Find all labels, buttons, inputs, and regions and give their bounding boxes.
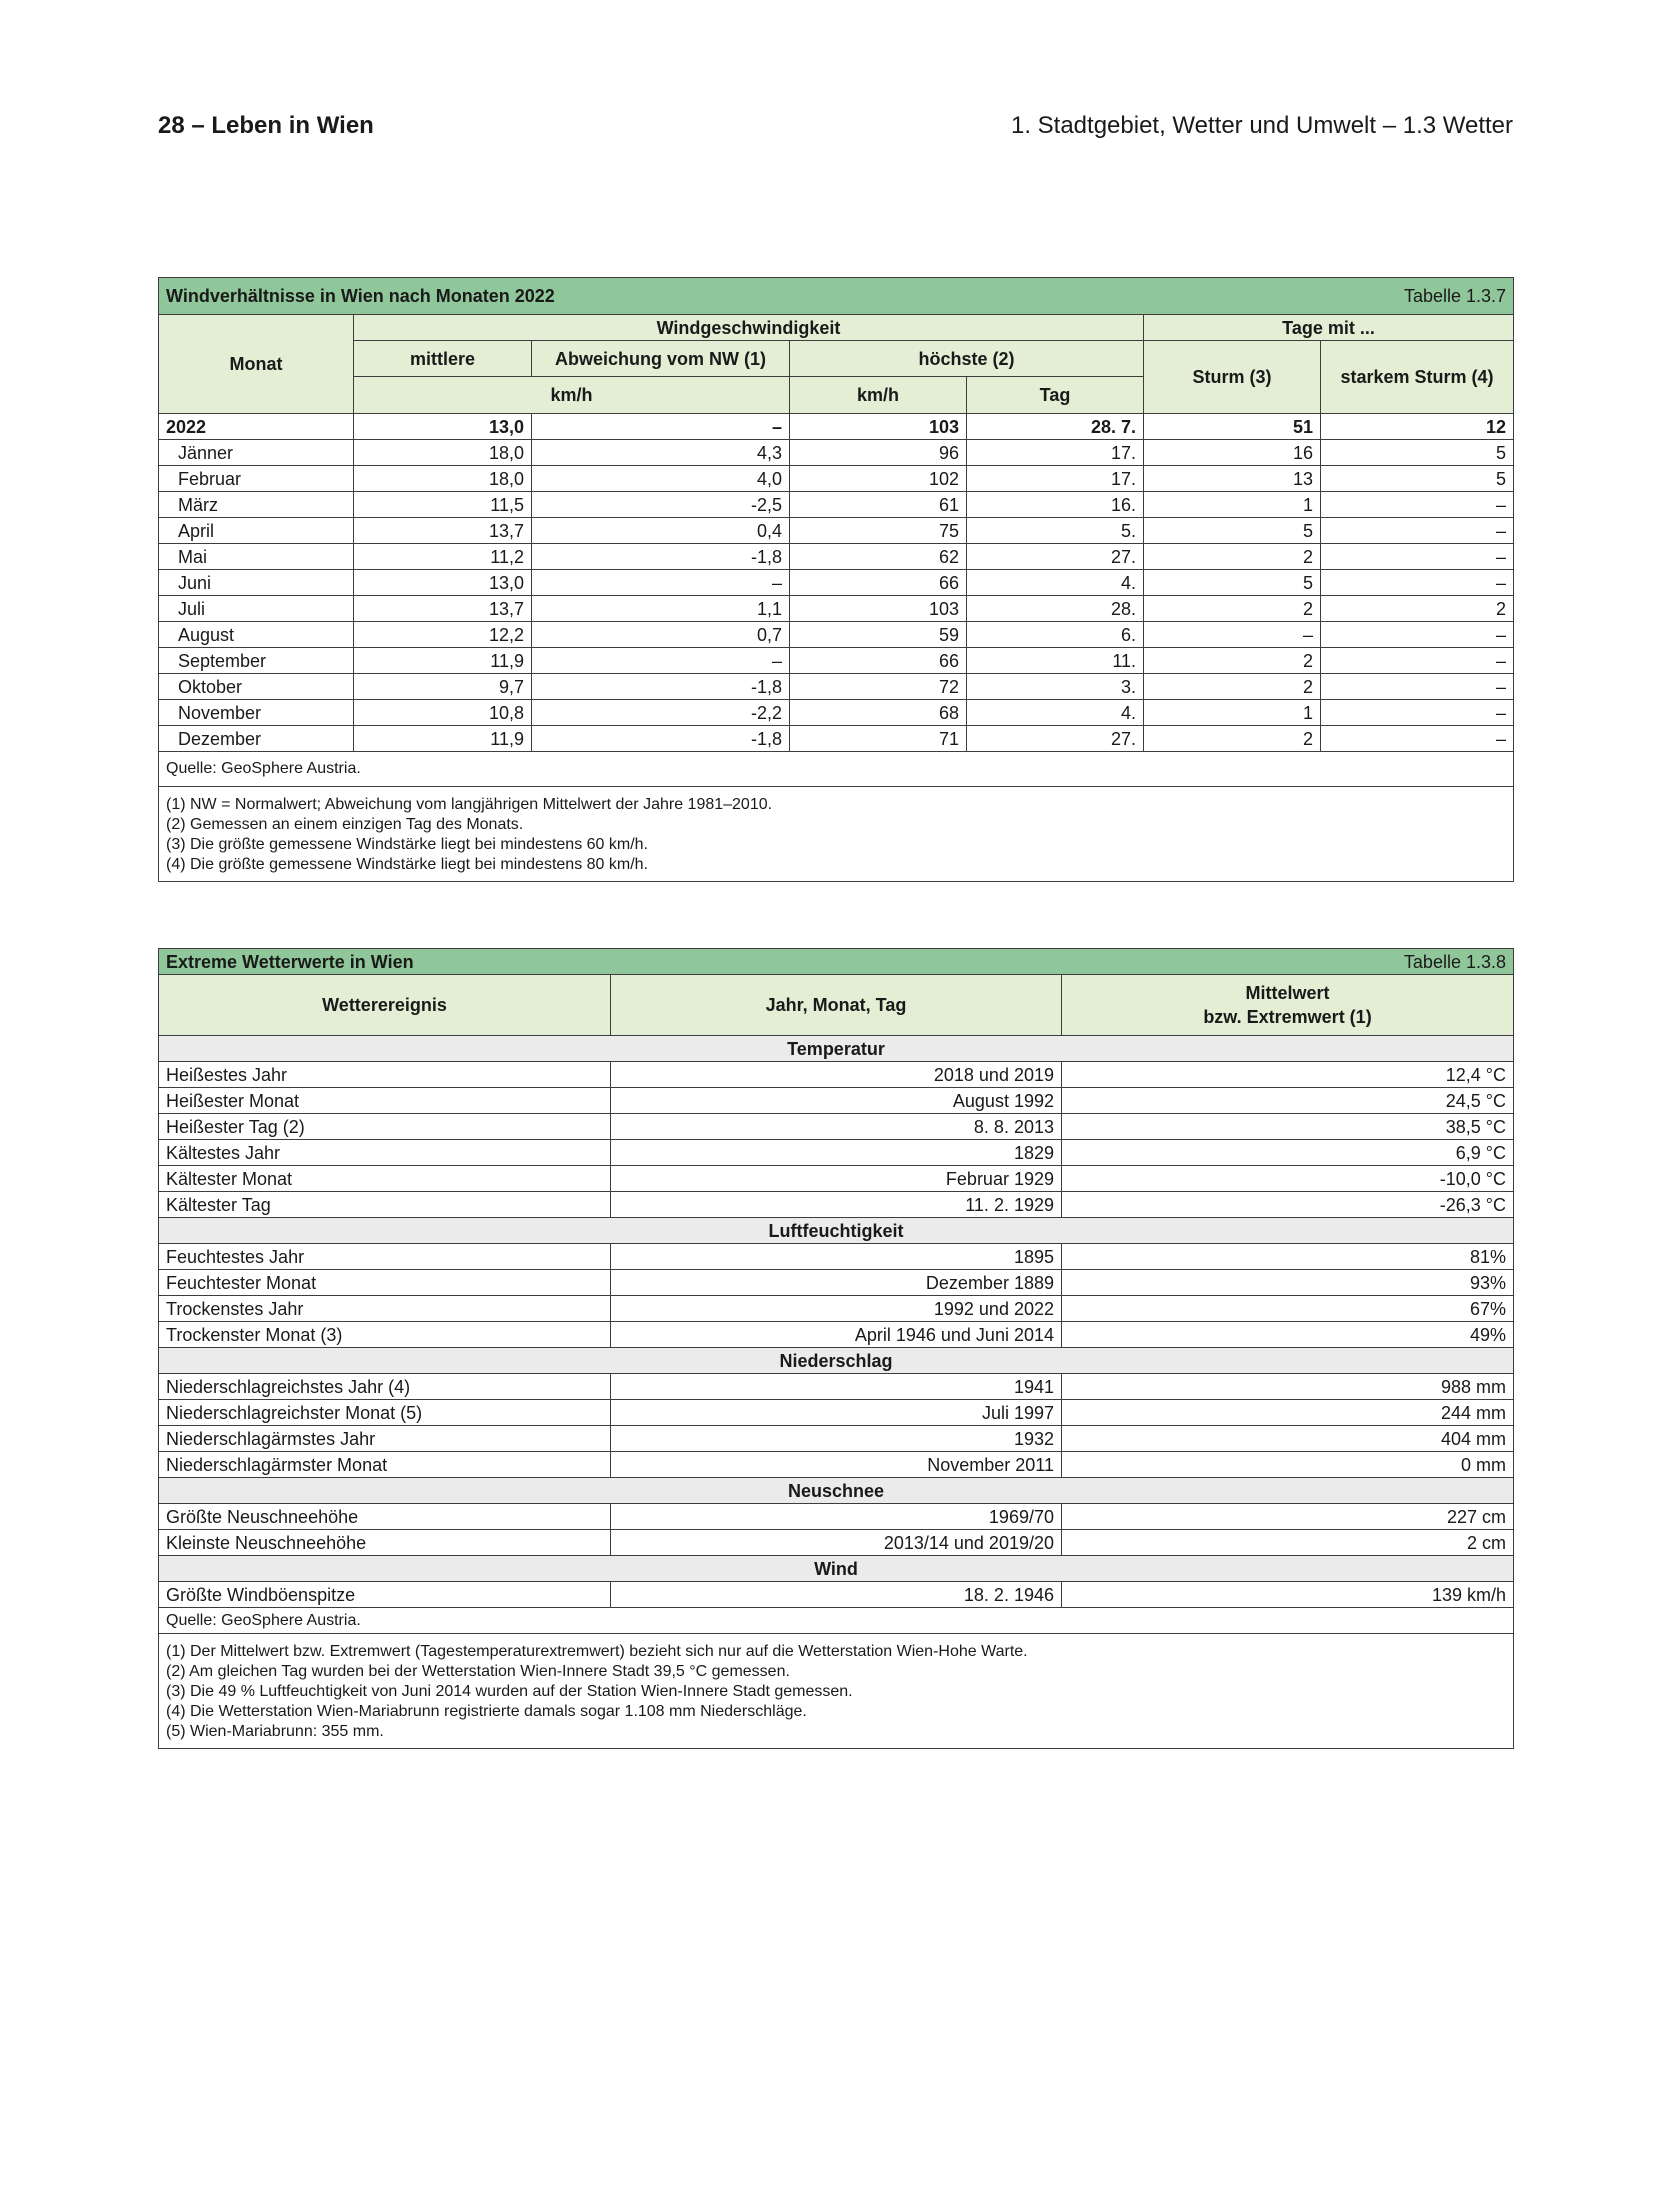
table-cell: 72 [790, 674, 967, 700]
table-cell: – [532, 414, 790, 440]
table-cell: 28. 7. [967, 414, 1144, 440]
event-label: Kleinste Neuschneehöhe [159, 1530, 611, 1556]
table-cell: 13,0 [354, 414, 532, 440]
table-row [159, 1192, 1514, 1218]
table-cell: – [1321, 570, 1514, 596]
table-cell: 4,0 [532, 466, 790, 492]
section-header: Neuschnee [159, 1478, 1514, 1504]
col-starkem-sturm: starkem Sturm (4) [1321, 341, 1514, 414]
table-cell: 4. [967, 570, 1144, 596]
extreme-table-notes [159, 1634, 1514, 1749]
month-row [159, 440, 1514, 466]
col-tag: Tag [967, 377, 1144, 414]
footnote: (3) Die größte gemessene Windstärke liegt bei mindestens 60 km/h. [166, 836, 648, 853]
col-hoechste: höchste (2) [790, 341, 1144, 377]
table-cell: 2 [1144, 596, 1321, 622]
event-label: Feuchtestes Jahr [159, 1244, 611, 1270]
table-row [159, 1400, 1514, 1426]
event-date: Dezember 1889 [611, 1270, 1062, 1296]
table-cell: 28. [967, 596, 1144, 622]
section-header: Luftfeuchtigkeit [159, 1218, 1514, 1244]
footnote: (4) Die Wetterstation Wien-Mariabrunn registrierte damals sogar 1.108 mm Niederschläge. [166, 1703, 807, 1720]
table-cell: -1,8 [532, 544, 790, 570]
event-value: 244 mm [1062, 1400, 1514, 1426]
section-header-row [159, 1218, 1514, 1244]
table-cell: 10,8 [354, 700, 532, 726]
col-wert [1062, 975, 1514, 1036]
table-cell: – [532, 648, 790, 674]
event-value: 93% [1062, 1270, 1514, 1296]
event-label: Heißester Monat [159, 1088, 611, 1114]
month-row [159, 622, 1514, 648]
extreme-table-number: Tabelle 1.3.8 [1062, 949, 1514, 975]
table-cell: 68 [790, 700, 967, 726]
table-cell: 0,7 [532, 622, 790, 648]
table-row [159, 1270, 1514, 1296]
table-row [159, 1322, 1514, 1348]
table-cell: 71 [790, 726, 967, 752]
footnote: (3) Die 49 % Luftfeuchtigkeit von Juni 2014 wurden auf der Station Wien-Innere Stadt gemessen. [166, 1683, 853, 1700]
footnote: (2) Am gleichen Tag wurden bei der Wetterstation Wien-Innere Stadt 39,5 °C gemessen. [166, 1663, 790, 1680]
table-cell: 12,2 [354, 622, 532, 648]
table-cell: – [1144, 622, 1321, 648]
table-cell: 3. [967, 674, 1144, 700]
table-cell: 1,1 [532, 596, 790, 622]
table-cell: 11,9 [354, 648, 532, 674]
table-row [159, 1426, 1514, 1452]
event-value: 139 km/h [1062, 1582, 1514, 1608]
event-date: 18. 2. 1946 [611, 1582, 1062, 1608]
table-cell: 51 [1144, 414, 1321, 440]
table-cell: 11,2 [354, 544, 532, 570]
month-row [159, 700, 1514, 726]
event-value: 2 cm [1062, 1530, 1514, 1556]
table-cell: 66 [790, 570, 967, 596]
month-label: März [159, 492, 354, 518]
event-label: Größte Neuschneehöhe [159, 1504, 611, 1530]
event-value: 49% [1062, 1322, 1514, 1348]
col-unit-kmh-max: km/h [790, 377, 967, 414]
event-date: August 1992 [611, 1088, 1062, 1114]
event-date: 11. 2. 1929 [611, 1192, 1062, 1218]
month-label: Februar [159, 466, 354, 492]
table-cell: 18,0 [354, 466, 532, 492]
event-date: 2018 und 2019 [611, 1062, 1062, 1088]
page-header-left: 28 – Leben in Wien [158, 112, 374, 139]
table-cell: 103 [790, 596, 967, 622]
table-row [159, 1452, 1514, 1478]
table-cell: 17. [967, 440, 1144, 466]
table-cell: 102 [790, 466, 967, 492]
table-row [159, 1296, 1514, 1322]
month-label: Juli [159, 596, 354, 622]
event-value: 227 cm [1062, 1504, 1514, 1530]
table-cell: 5 [1144, 518, 1321, 544]
total-row [159, 414, 1514, 440]
month-row [159, 466, 1514, 492]
month-label: November [159, 700, 354, 726]
month-label: September [159, 648, 354, 674]
event-value: -10,0 °C [1062, 1166, 1514, 1192]
event-date: Juli 1997 [611, 1400, 1062, 1426]
section-header: Wind [159, 1556, 1514, 1582]
event-value: 12,4 °C [1062, 1062, 1514, 1088]
table-cell: 0,4 [532, 518, 790, 544]
col-sturm: Sturm (3) [1144, 341, 1321, 414]
wind-table-source: Quelle: GeoSphere Austria. [159, 752, 1514, 787]
table-cell: 12 [1321, 414, 1514, 440]
col-wert-line1: Mittelwert [1245, 983, 1330, 1003]
event-date: Februar 1929 [611, 1166, 1062, 1192]
month-row [159, 570, 1514, 596]
table-cell: 103 [790, 414, 967, 440]
event-value: 0 mm [1062, 1452, 1514, 1478]
event-date: November 2011 [611, 1452, 1062, 1478]
table-cell: 9,7 [354, 674, 532, 700]
col-unit-kmh: km/h [354, 377, 790, 414]
event-date: 1895 [611, 1244, 1062, 1270]
table-cell: -1,8 [532, 726, 790, 752]
table-cell: 13 [1144, 466, 1321, 492]
section-header: Niederschlag [159, 1348, 1514, 1374]
event-date: 2013/14 und 2019/20 [611, 1530, 1062, 1556]
month-label: Oktober [159, 674, 354, 700]
table-cell: 1 [1144, 492, 1321, 518]
table-cell: 1 [1144, 700, 1321, 726]
event-label: Niederschlagärmster Monat [159, 1452, 611, 1478]
table-cell: – [532, 570, 790, 596]
table-cell: – [1321, 492, 1514, 518]
col-wert-line2: bzw. Extremwert (1) [1203, 1007, 1372, 1027]
wind-table-title-row [159, 278, 1514, 315]
event-value: -26,3 °C [1062, 1192, 1514, 1218]
wind-table [158, 277, 1514, 882]
event-label: Trockenstes Jahr [159, 1296, 611, 1322]
col-tage-mit: Tage mit ... [1144, 315, 1514, 341]
month-row [159, 596, 1514, 622]
month-row [159, 544, 1514, 570]
table-row [159, 1530, 1514, 1556]
footnote: (2) Gemessen an einem einzigen Tag des Monats. [166, 816, 524, 833]
month-label: Juni [159, 570, 354, 596]
extreme-table-body [159, 1036, 1514, 1608]
event-date: 1941 [611, 1374, 1062, 1400]
section-header-row [159, 1556, 1514, 1582]
event-label: Trockenster Monat (3) [159, 1322, 611, 1348]
section-header-row [159, 1036, 1514, 1062]
table-cell: 5 [1144, 570, 1321, 596]
event-value: 24,5 °C [1062, 1088, 1514, 1114]
table-cell: 6. [967, 622, 1144, 648]
table-row [159, 1244, 1514, 1270]
event-label: Größte Windböenspitze [159, 1582, 611, 1608]
month-label: 2022 [159, 414, 354, 440]
table-cell: 11. [967, 648, 1144, 674]
table-cell: 13,7 [354, 518, 532, 544]
col-abweichung: Abweichung vom NW (1) [532, 341, 790, 377]
wind-table-title: Windverhältnisse in Wien nach Monaten 2022 [159, 278, 1144, 315]
footnote: (1) NW = Normalwert; Abweichung vom langjährigen Mittelwert der Jahre 1981–2010. [166, 796, 773, 813]
table-cell: – [1321, 648, 1514, 674]
section-header: Temperatur [159, 1036, 1514, 1062]
table-cell: 5 [1321, 466, 1514, 492]
month-label: Dezember [159, 726, 354, 752]
table-cell: 61 [790, 492, 967, 518]
table-cell: 13,7 [354, 596, 532, 622]
table-row [159, 1062, 1514, 1088]
table-cell: 4. [967, 700, 1144, 726]
table-cell: 27. [967, 726, 1144, 752]
table-cell: -1,8 [532, 674, 790, 700]
extreme-table-title: Extreme Wetterwerte in Wien [159, 949, 1062, 975]
col-mittlere: mittlere [354, 341, 532, 377]
table-row [159, 1582, 1514, 1608]
table-cell: 11,9 [354, 726, 532, 752]
col-datum: Jahr, Monat, Tag [611, 975, 1062, 1036]
table-row [159, 1504, 1514, 1530]
table-cell: 4,3 [532, 440, 790, 466]
wind-table-notes [159, 787, 1514, 882]
table-cell: – [1321, 726, 1514, 752]
table-cell: 16 [1144, 440, 1321, 466]
col-ereignis: Wetterereignis [159, 975, 611, 1036]
table-cell: – [1321, 544, 1514, 570]
month-row [159, 492, 1514, 518]
event-value: 404 mm [1062, 1426, 1514, 1452]
month-label: Jänner [159, 440, 354, 466]
table-cell: 2 [1144, 544, 1321, 570]
month-row [159, 518, 1514, 544]
table-cell: 2 [1321, 596, 1514, 622]
table-cell: 5. [967, 518, 1144, 544]
event-label: Kältestes Jahr [159, 1140, 611, 1166]
table-cell: – [1321, 622, 1514, 648]
table-row [159, 1166, 1514, 1192]
month-row [159, 726, 1514, 752]
event-label: Heißester Tag (2) [159, 1114, 611, 1140]
month-label: Mai [159, 544, 354, 570]
event-value: 81% [1062, 1244, 1514, 1270]
table-row [159, 1114, 1514, 1140]
table-cell: 2 [1144, 726, 1321, 752]
event-date: 1932 [611, 1426, 1062, 1452]
event-label: Kältester Monat [159, 1166, 611, 1192]
table-cell: 5 [1321, 440, 1514, 466]
event-label: Niederschlagreichster Monat (5) [159, 1400, 611, 1426]
event-value: 67% [1062, 1296, 1514, 1322]
month-row [159, 648, 1514, 674]
extreme-table-title-row [159, 949, 1514, 975]
event-value: 988 mm [1062, 1374, 1514, 1400]
table-cell: 27. [967, 544, 1144, 570]
table-cell: – [1321, 518, 1514, 544]
section-header-row [159, 1478, 1514, 1504]
footnote: (5) Wien-Mariabrunn: 355 mm. [166, 1723, 384, 1740]
event-label: Heißestes Jahr [159, 1062, 611, 1088]
table-row [159, 1088, 1514, 1114]
extreme-weather-table [158, 948, 1514, 1749]
footnote: (4) Die größte gemessene Windstärke liegt bei mindestens 80 km/h. [166, 856, 648, 873]
wind-table-body [159, 414, 1514, 752]
table-cell: 75 [790, 518, 967, 544]
table-cell: 96 [790, 440, 967, 466]
event-label: Kältester Tag [159, 1192, 611, 1218]
table-row [159, 1374, 1514, 1400]
col-monat: Monat [159, 315, 354, 414]
table-cell: 59 [790, 622, 967, 648]
table-row [159, 1140, 1514, 1166]
event-date: 1969/70 [611, 1504, 1062, 1530]
month-row [159, 674, 1514, 700]
table-cell: 11,5 [354, 492, 532, 518]
col-windgeschwindigkeit: Windgeschwindigkeit [354, 315, 1144, 341]
section-header-row [159, 1348, 1514, 1374]
page-header-right: 1. Stadtgebiet, Wetter und Umwelt – 1.3 Wetter [1010, 112, 1513, 139]
event-value: 38,5 °C [1062, 1114, 1514, 1140]
table-cell: -2,2 [532, 700, 790, 726]
table-cell: 16. [967, 492, 1144, 518]
event-date: April 1946 und Juni 2014 [611, 1322, 1062, 1348]
event-date: 1829 [611, 1140, 1062, 1166]
table-cell: 13,0 [354, 570, 532, 596]
event-date: 1992 und 2022 [611, 1296, 1062, 1322]
wind-table-number: Tabelle 1.3.7 [1144, 278, 1514, 315]
table-cell: -2,5 [532, 492, 790, 518]
table-cell: 18,0 [354, 440, 532, 466]
table-cell: 2 [1144, 674, 1321, 700]
table-cell: – [1321, 700, 1514, 726]
event-value: 6,9 °C [1062, 1140, 1514, 1166]
table-cell: 2 [1144, 648, 1321, 674]
table-cell: – [1321, 674, 1514, 700]
event-label: Feuchtester Monat [159, 1270, 611, 1296]
table-cell: 17. [967, 466, 1144, 492]
extreme-table-source: Quelle: GeoSphere Austria. [159, 1608, 1514, 1634]
event-label: Niederschlagreichstes Jahr (4) [159, 1374, 611, 1400]
month-label: April [159, 518, 354, 544]
table-cell: 62 [790, 544, 967, 570]
month-label: August [159, 622, 354, 648]
footnote: (1) Der Mittelwert bzw. Extremwert (Tagestemperaturextremwert) bezieht sich nur auf die Wetterstation Wien-Hohe Warte. [166, 1643, 1028, 1660]
event-label: Niederschlagärmstes Jahr [159, 1426, 611, 1452]
event-date: 8. 8. 2013 [611, 1114, 1062, 1140]
table-cell: 66 [790, 648, 967, 674]
